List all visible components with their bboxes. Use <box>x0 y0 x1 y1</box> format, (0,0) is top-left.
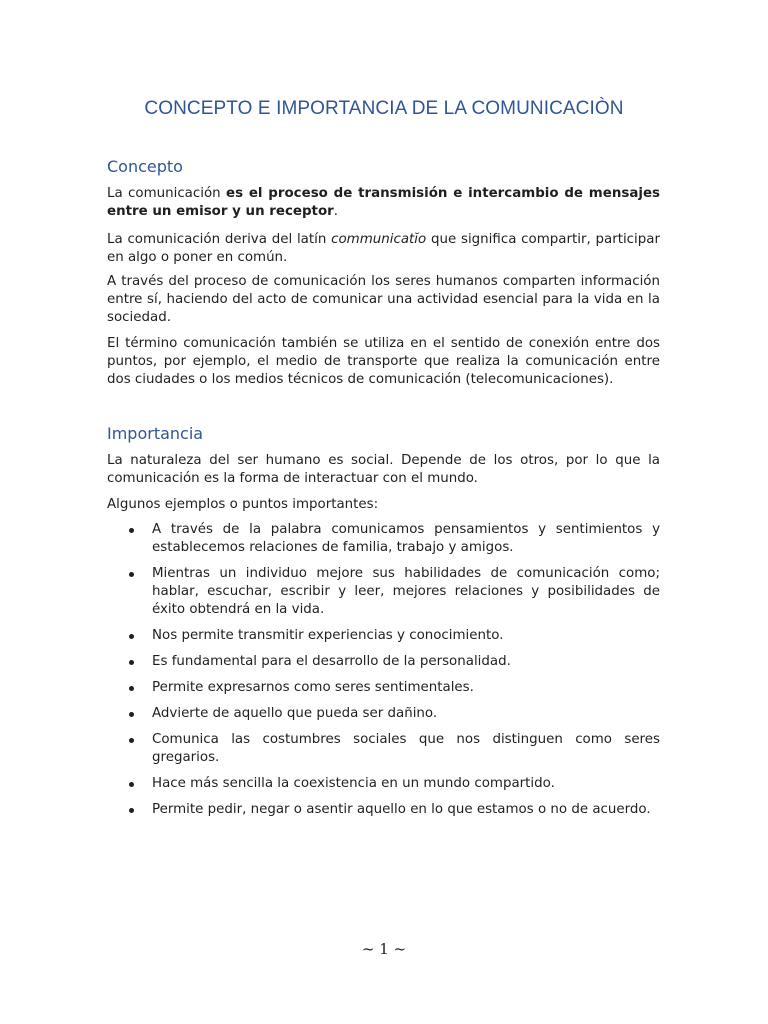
bullet-icon <box>129 634 134 639</box>
list-item <box>127 705 660 723</box>
list-item <box>127 565 660 619</box>
concepto-paragraph-2 <box>107 231 660 267</box>
section-heading-importancia: Importancia <box>107 424 204 443</box>
list-item-text: Advierte de aquello que pueda ser dañino. <box>152 706 438 721</box>
concepto-p1-lead: La comunicación <box>107 186 221 201</box>
section-heading-concepto: Concepto <box>107 157 183 176</box>
list-item-text: Mientras un individuo mejore sus habilidades de comunicación como; hablar, escuchar, escribir y leer, mejores relaciones y posibilidades de éxito obtendrá en la vida. <box>152 566 660 617</box>
list-item-text: Nos permite transmitir experiencias y conocimiento. <box>152 628 504 643</box>
concepto-paragraph-1 <box>107 185 660 221</box>
bullet-icon <box>129 572 134 577</box>
concepto-p2-italic: communicatĭo <box>331 232 427 247</box>
list-item <box>127 801 660 819</box>
list-item-text: A través de la palabra comunicamos pensamientos y sentimientos y establecemos relaciones de familia, trabajo y amigos. <box>152 522 660 555</box>
bullet-icon <box>129 660 134 665</box>
list-item <box>127 627 660 645</box>
concepto-paragraph-3: A través del proceso de comunicación los seres humanos comparten información entre sí, haciendo del acto de comunicar una actividad esencial para la vida en la sociedad. <box>107 274 660 325</box>
list-item-text: Es fundamental para el desarrollo de la personalidad. <box>152 654 511 669</box>
bullet-icon <box>129 738 134 743</box>
list-item <box>127 653 660 671</box>
list-item-text: Comunica las costumbres sociales que nos distinguen como seres gregarios. <box>152 732 660 765</box>
page-title: CONCEPTO E IMPORTANCIA DE LA COMUNICACIÒN <box>144 98 624 119</box>
list-item-text: Hace más sencilla la coexistencia en un mundo compartido. <box>152 776 555 791</box>
concepto-p1-bold: es el proceso de transmisión e intercambio de mensajes entre un emisor y un receptor <box>107 186 661 219</box>
bullet-icon <box>129 686 134 691</box>
concepto-p2-lead: La comunicación deriva del latín <box>107 232 327 247</box>
bullet-icon <box>129 528 134 533</box>
bullet-icon <box>129 808 134 813</box>
list-item <box>127 775 660 793</box>
importancia-paragraph-1: La naturaleza del ser humano es social. Depende de los otros, por lo que la comunicación es la forma de interactuar con el mundo. <box>107 453 660 486</box>
list-item-text: Permite expresarnos como seres sentimentales. <box>152 680 474 695</box>
page-number: ~ 1 ~ <box>361 940 407 958</box>
list-item <box>127 731 660 767</box>
importancia-paragraph-2: Algunos ejemplos o puntos importantes: <box>107 497 379 512</box>
list-item <box>127 679 660 697</box>
importancia-bullet-list <box>127 521 660 827</box>
concepto-p1-end: . <box>333 204 339 219</box>
list-item <box>127 521 660 557</box>
concepto-paragraph-4: El término comunicación también se utiliza en el sentido de conexión entre dos puntos, por ejemplo, el medio de transporte que realiza la comunicación entre dos ciudades o los medios técnicos de comunicación (telecomunicaciones). <box>107 336 660 387</box>
concepto-p2-end: que significa compartir, participar en algo o poner en común. <box>107 232 660 265</box>
list-item-text: Permite pedir, negar o asentir aquello en lo que estamos o no de acuerdo. <box>152 802 651 817</box>
bullet-icon <box>129 782 134 787</box>
bullet-icon <box>129 712 134 717</box>
